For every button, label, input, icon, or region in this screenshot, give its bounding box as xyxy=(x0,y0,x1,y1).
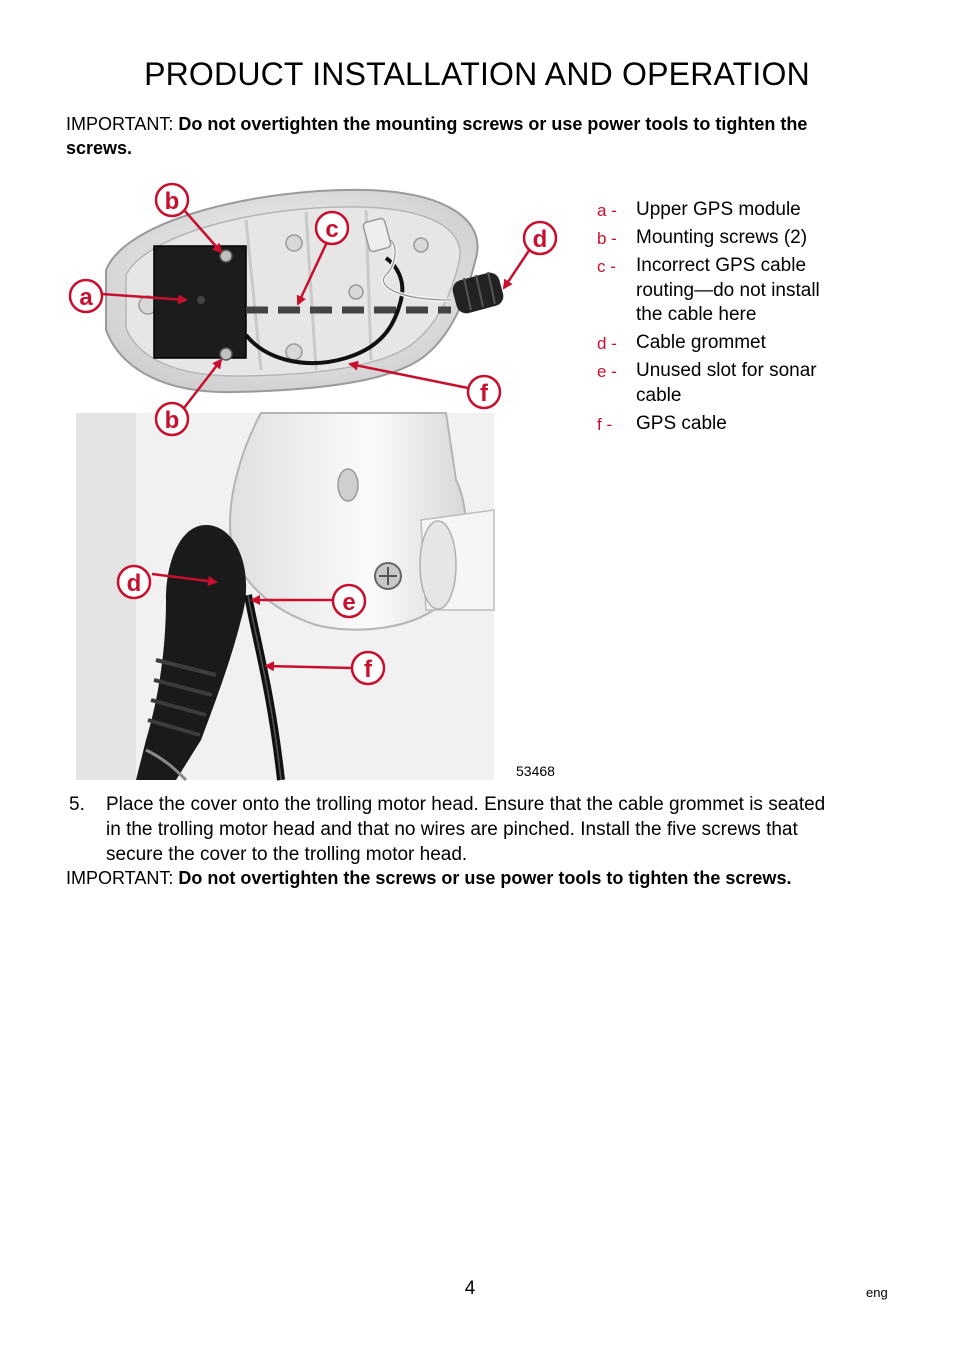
important-label: IMPORTANT: xyxy=(66,868,174,888)
callout-a xyxy=(70,280,102,312)
svg-text:d: d xyxy=(532,226,548,253)
callout-d xyxy=(524,222,556,254)
important-text: Do not overtighten the mounting screws or use power tools to tighten the screws. xyxy=(66,114,808,158)
legend-item xyxy=(597,226,837,251)
legend-item xyxy=(597,359,837,408)
installation-illustration xyxy=(66,180,566,785)
legend-key: a - xyxy=(597,201,617,220)
svg-text:c: c xyxy=(325,216,339,243)
legend-item xyxy=(597,254,837,328)
legend-key: e - xyxy=(597,362,617,381)
callout-d xyxy=(118,566,150,598)
mounting-screw xyxy=(220,250,232,262)
callout-b xyxy=(156,403,188,435)
callout-f xyxy=(352,652,384,684)
svg-text:f: f xyxy=(480,380,488,407)
svg-text:b: b xyxy=(164,407,180,434)
important-note-mounting-screws xyxy=(66,112,836,160)
svg-text:d: d xyxy=(126,570,142,597)
page-title: PRODUCT INSTALLATION AND OPERATION xyxy=(144,56,810,92)
legend-text: Incorrect GPS cable routing—do not install the cable here xyxy=(636,255,820,325)
legend-key: c - xyxy=(597,257,616,276)
page-number: 4 xyxy=(464,1278,476,1299)
legend-text: Cable grommet xyxy=(636,332,766,353)
legend-text: Upper GPS module xyxy=(636,199,801,220)
important-text: Do not overtighten the screws or use power tools to tighten the screws. xyxy=(178,868,792,888)
callout-c xyxy=(316,212,348,244)
svg-text:a: a xyxy=(79,284,93,311)
legend-key: d - xyxy=(597,334,617,353)
legend-key: f - xyxy=(597,414,613,434)
callout-e xyxy=(333,585,365,617)
important-note-cover-screws xyxy=(66,866,836,890)
legend-item xyxy=(597,412,837,437)
figure-legend xyxy=(597,198,837,440)
legend-text: Mounting screws (2) xyxy=(636,227,808,248)
legend-item xyxy=(597,331,837,356)
step-text: Place the cover onto the trolling motor head. Ensure that the cable grommet is seated in the trolling motor head and that no wires are pinched. Install the five screws that secure the cover to the trolling motor head. xyxy=(106,794,826,865)
mounting-screw xyxy=(220,348,232,360)
legend-text: GPS cable xyxy=(636,412,727,434)
svg-text:f: f xyxy=(364,656,372,683)
installation-figure xyxy=(66,180,566,785)
step-5 xyxy=(69,792,829,867)
callout-f xyxy=(468,376,500,408)
step-number: 5. xyxy=(69,794,85,815)
gps-housing-photo xyxy=(106,190,506,392)
figure-number: 53468 xyxy=(516,763,555,779)
legend-item xyxy=(597,198,837,223)
legend-key: b - xyxy=(597,229,617,248)
legend-text: Unused slot for sonar cable xyxy=(636,360,817,406)
language-code: eng xyxy=(866,1285,888,1300)
svg-text:e: e xyxy=(342,589,356,616)
important-label: IMPORTANT: xyxy=(66,114,174,134)
svg-text:b: b xyxy=(164,188,180,215)
callout-b xyxy=(156,184,188,216)
